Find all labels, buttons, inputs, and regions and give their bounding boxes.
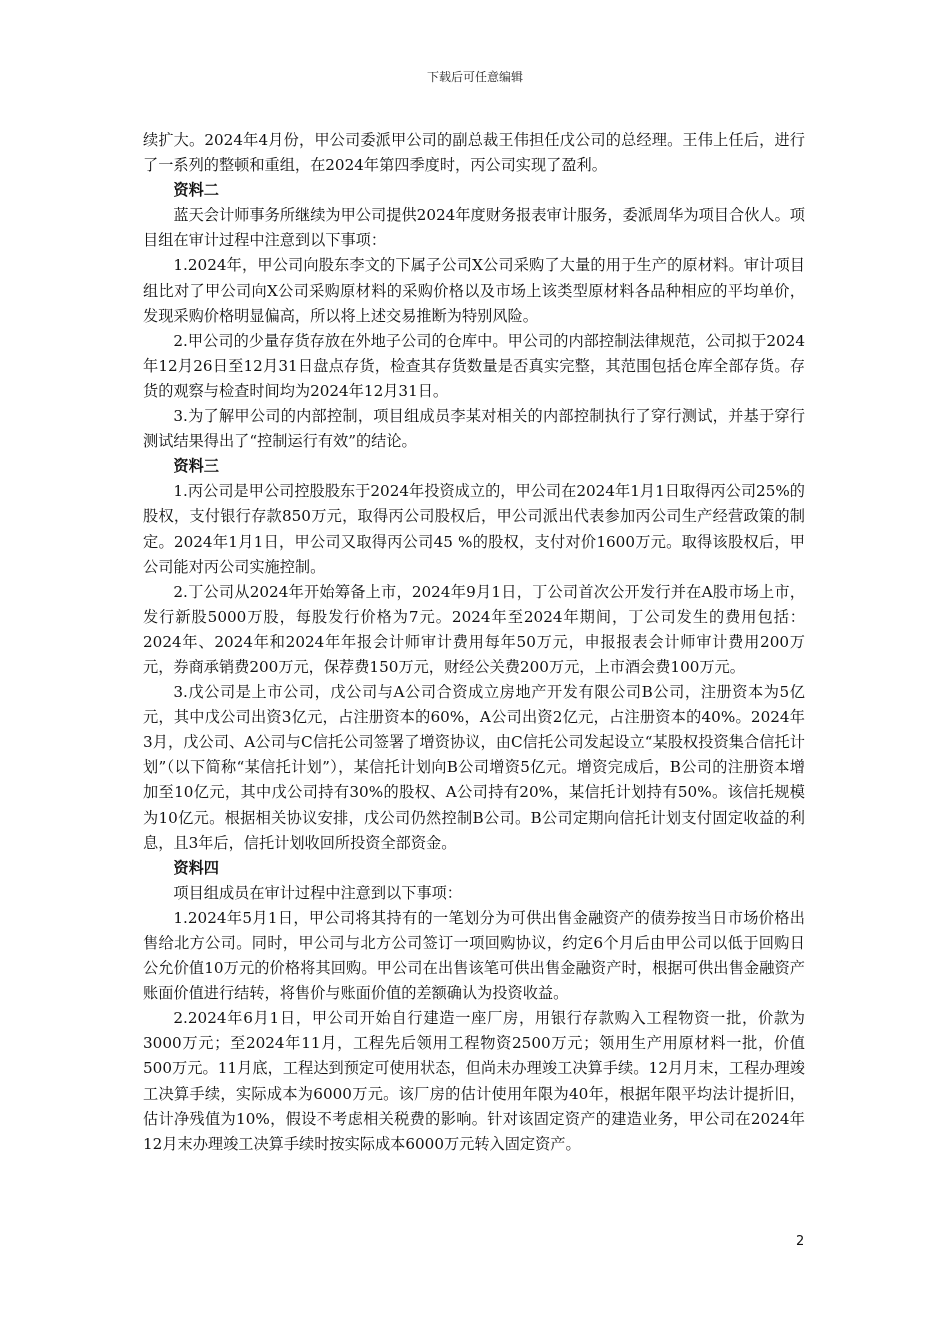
section2-paragraph: 2.甲公司的少量存货存放在外地子公司的仓库中。甲公司的内部控制法律规范，公司拟于2024年12月26日至12月31日盘点存货，检查其存货数量是否真实完整，其范围包括仓库全部存货。存货的观察与检查时间均为2024年12月31日。 <box>143 331 805 400</box>
section4-paragraph: 1.2024年5月1日，甲公司将其持有的一笔划分为可供出售金融资产的债券按当日市场价格出售给北方公司。同时，甲公司与北方公司签订一项回购协议，约定6个月后由甲公司以低于回购日公允价值10万元的价格将其回购。甲公司在出售该笔可供出售金融资产时，根据可供出售金融资产账面价值进行结转，将售价与账面价值的差额确认为投资收益。 <box>143 908 805 1003</box>
section4-paragraph: 项目组成员在审计过程中注意到以下事项： <box>173 883 462 902</box>
page-number: 2 <box>796 1234 805 1249</box>
section3-paragraph: 3.戊公司是上市公司，戊公司与A公司合资成立房地产开发有限公司B公司，注册资本为5亿元，其中戊公司出资3亿元，占注册资本的60%，A公司出资2亿元，占注册资本的40%。2024年3月，戊公司、A公司与C信托公司签署了增资协议，由C信托公司发起设立“某股权投资集合信托计划”（以下简称“某信托计划”），某信托计划向B公司增资5亿元。增资完成后，B公司的注册资本增加至10亿元，其中戊公司持有30%的股权、A公司持有20%，某信托计划持有50%。该信托规模为10亿元。根据相关协议安排，戊公司仍然控制B公司。B公司定期向信托计划支付固定收益的利息，且3年后，信托计划收回所投资全部资金。 <box>143 683 805 852</box>
page-header: 下载后可任意编辑 <box>426 70 523 84</box>
section4-paragraph: 2.2024年6月1日，甲公司开始自行建造一座厂房，用银行存款购入工程物资一批，价款为3000万元；至2024年11月，工程先后领用工程物资2500万元；领用生产用原材料一批，价值500万元。11月底，工程达到预定可使用状态，但尚未办理竣工决算手续。12月月末，工程办理竣工决算手续，实际成本为6000万元。该厂房的估计使用年限为40年，根据年限平均法计提折旧，估计净残值为10%，假设不考虑相关税费的影响。针对该固定资产的建造业务，甲公司在2024年12月末办理竣工决算手续时按实际成本6000万元转入固定资产。 <box>143 1009 805 1153</box>
document-body <box>143 128 805 1157</box>
section2-paragraph: 1.2024年，甲公司向股东李文的下属子公司X公司采购了大量的用于生产的原材料。审计项目组比对了甲公司向X公司采购原材料的采购价格以及市场上该类型原材料各品种相应的平均单价，发现采购价格明显偏高，所以将上述交易推断为特别风险。 <box>143 256 805 325</box>
section2-paragraph: 3.为了解甲公司的内部控制，项目组成员李某对相关的内部控制执行了穿行测试，并基于穿行测试结果得出了“控制运行有效”的结论。 <box>143 407 805 451</box>
section3-paragraph: 1.丙公司是甲公司控股股东于2024年投资成立的，甲公司在2024年1月1日取得丙公司25%的股权，支付银行存款850万元，取得丙公司股权后，甲公司派出代表参加丙公司生产经营政策的制定。2024年1月1日，甲公司又取得丙公司45 %的股权，支付对价1600万元。取得该股权后，甲公司能对丙公司实施控制。 <box>143 482 805 576</box>
section3-paragraph: 2.丁公司从2024年开始筹备上市，2024年9月1日，丁公司首次公开发行并在A股市场上市，发行新股5000万股，每股发行价格为7元。2024年至2024年期间，丁公司发生的费用包括：2024年、2024年和2024年年报会计师审计费用每年50万元，申报报表会计师审计费用200万元，券商承销费200万元，保荐费150万元，财经公关费200万元，上市酒会费100万元。 <box>143 582 805 676</box>
section2-paragraph: 蓝天会计师事务所继续为甲公司提供2024年度财务报表审计服务，委派周华为项目合伙人。项目组在审计过程中注意到以下事项： <box>143 206 805 250</box>
section-heading-4: 资料四 <box>173 858 219 877</box>
intro-continuation: 续扩大。2024年4月份，甲公司委派甲公司的副总裁王伟担任戊公司的总经理。王伟上任后，进行了一系列的整顿和重组，在2024年第四季度时，丙公司实现了盈利。 <box>143 131 805 175</box>
section-heading-3: 资料三 <box>173 457 219 476</box>
section-heading-2: 资料二 <box>173 181 219 200</box>
